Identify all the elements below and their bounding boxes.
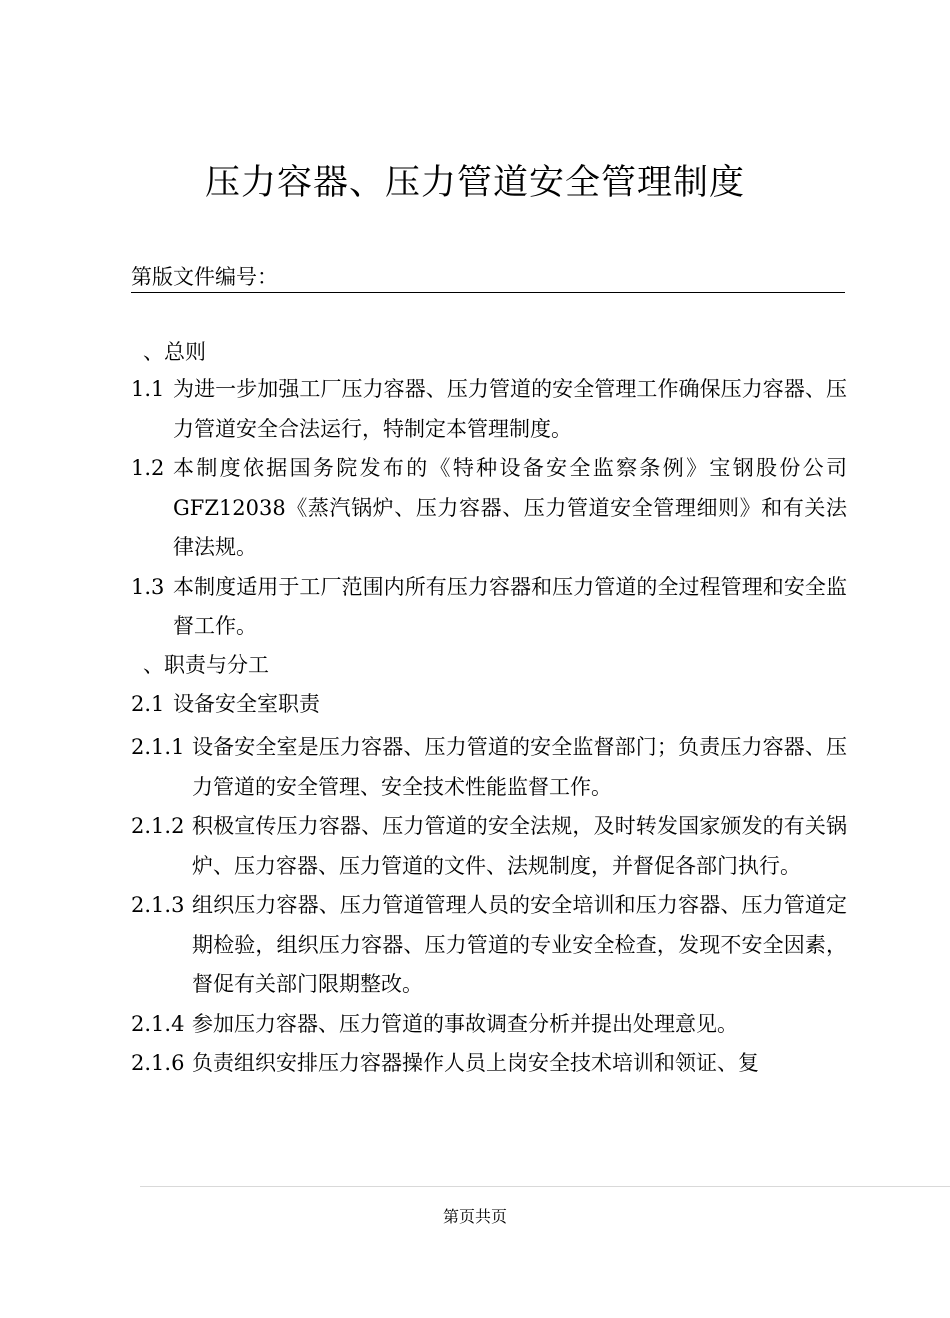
clause-number: 2.1.2	[131, 814, 185, 838]
clause-number: 2.1.1	[131, 735, 185, 759]
clause-1-3	[131, 568, 847, 647]
clause-text: 参加压力容器、压力管道的事故调查分析并提出处理意见。	[192, 1011, 738, 1036]
clause-text: 设备安全室职责	[173, 691, 320, 716]
doc-number-label: 第版文件编号：	[131, 262, 845, 293]
clause-number: 2.1.6	[131, 1051, 185, 1075]
clause-number: 1.2	[131, 456, 165, 480]
section-heading-general: 、总则	[143, 340, 206, 364]
clause-1-2	[131, 449, 847, 568]
clause-number: 2.1	[131, 691, 165, 716]
clause-2-1	[131, 685, 847, 725]
document-title: 压力容器、压力管道安全管理制度	[204, 163, 745, 203]
clause-number: 2.1.4	[131, 1011, 185, 1036]
clause-2-1-6	[131, 1044, 847, 1084]
section-heading-duties: 、职责与分工	[143, 652, 269, 677]
clause-text: 为进一步加强工厂压力容器、压力管道的安全管理工作确保压力容器、压力管道安全合法运行，特制定本管理制度。	[173, 377, 847, 441]
clause-text: 组织压力容器、压力管道管理人员的安全培训和压力容器、压力管道定期检验，组织压力容器、压力管道的专业安全检查，发现不安全因素，督促有关部门限期整改。	[192, 893, 847, 996]
clause-number: 1.1	[131, 377, 165, 401]
clause-text: 积极宣传压力容器、压力管道的安全法规，及时转发国家颁发的有关锅炉、压力容器、压力管道的文件、法规制度，并督促各部门执行。	[192, 814, 847, 878]
clause-number: 2.1.3	[131, 893, 185, 917]
clause-2-1-3	[131, 886, 847, 1005]
clause-number: 1.3	[131, 574, 165, 599]
clause-2-1-1	[131, 728, 847, 807]
clause-1-1	[131, 370, 847, 449]
clause-text: 设备安全室是压力容器、压力管道的安全监督部门；负责压力容器、压力管道的安全管理、安全技术性能监督工作。	[192, 735, 847, 799]
footer-divider	[140, 1186, 950, 1187]
clause-2-1-2	[131, 807, 847, 886]
clause-text: 本制度适用于工厂范围内所有压力容器和压力管道的全过程管理和安全监督工作。	[173, 574, 847, 638]
clause-2-1-4	[131, 1005, 847, 1045]
clause-text: 负责组织安排压力容器操作人员上岗安全技术培训和领证、复	[192, 1051, 759, 1075]
clause-text: 本制度依据国务院发布的《特种设备安全监察条例》宝钢股份公司 GFZ12038《蒸汽锅炉、压力容器、压力管道安全管理细则》和有关法律法规。	[173, 456, 847, 559]
page-footer: 第页共页	[442, 1207, 507, 1226]
document-body	[131, 334, 847, 1084]
